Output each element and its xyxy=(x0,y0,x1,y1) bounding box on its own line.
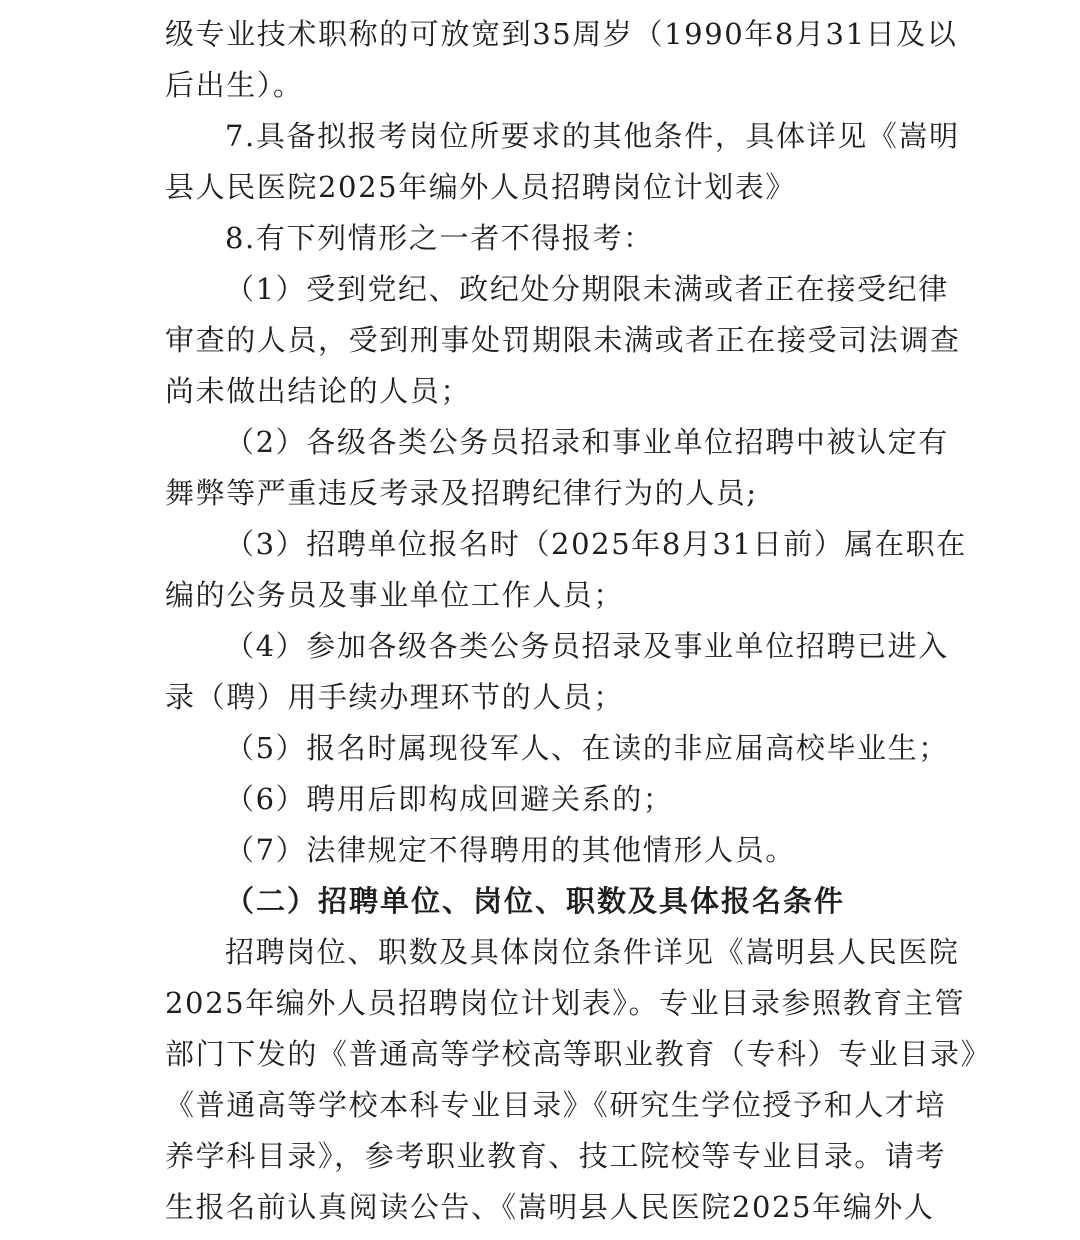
section-heading-positions: （二）招聘单位、岗位、职数及具体报名条件 xyxy=(225,884,846,918)
positions-paragraph: 招聘岗位、职数及具体岗位条件详见《嵩明县人民医院 xyxy=(225,935,960,969)
exclusion-2: （2）各级各类公务员招录和事业单位招聘中被认定有 xyxy=(225,425,949,459)
item-8-exclusions-heading: 8.有下列情形之一者不得报考： xyxy=(225,221,654,255)
positions-paragraph-cont-1: 2025年编外人员招聘岗位计划表》。专业目录参照教育主管 xyxy=(165,986,966,1020)
exclusion-4-cont: 录（聘）用手续办理环节的人员； xyxy=(165,680,625,714)
positions-paragraph-cont-5: 生报名前认真阅读公告、《嵩明县人民医院2025年编外人 xyxy=(165,1190,935,1224)
text-line-age-limit: 级专业技术职称的可放宽到35周岁（1990年8月31日及以 xyxy=(165,17,958,51)
positions-paragraph-cont-4: 养学科目录》，参考职业教育、技工院校等专业目录。请考 xyxy=(165,1139,947,1173)
exclusion-7: （7）法律规定不得聘用的其他情形人员。 xyxy=(225,833,796,867)
exclusion-2-cont: 舞弊等严重违反考录及招聘纪律行为的人员; xyxy=(165,476,758,510)
item-7-other-conditions: 7.具备拟报考岗位所要求的其他条件，具体详见《嵩明 xyxy=(225,119,960,153)
exclusion-5: （5）报名时属现役军人、在读的非应届高校毕业生； xyxy=(225,731,949,765)
exclusion-3: （3）招聘单位报名时（2025年8月31日前）属在职在 xyxy=(225,527,967,561)
exclusion-1: （1）受到党纪、政纪处分期限未满或者正在接受纪律 xyxy=(225,272,949,306)
exclusion-1-cont-2: 尚未做出结论的人员； xyxy=(165,374,472,408)
exclusion-3-cont: 编的公务员及事业单位工作人员； xyxy=(165,578,625,612)
text-line-age-limit-cont: 后出生）。 xyxy=(165,68,304,102)
positions-paragraph-cont-3: 《普通高等学校本科专业目录》《研究生学位授予和人才培 xyxy=(165,1088,947,1122)
exclusion-4: （4）参加各级各类公务员招录及事业单位招聘已进入 xyxy=(225,629,949,663)
exclusion-6: （6）聘用后即构成回避关系的； xyxy=(225,782,674,816)
exclusion-1-cont: 审查的人员，受到刑事处罚期限未满或者正在接受司法调查 xyxy=(165,323,961,357)
item-7-other-conditions-cont: 县人民医院2025年编外人员招聘岗位计划表》 xyxy=(165,170,797,204)
positions-paragraph-cont-2: 部门下发的《普通高等学校高等职业教育（专科）专业目录》 xyxy=(165,1037,992,1071)
